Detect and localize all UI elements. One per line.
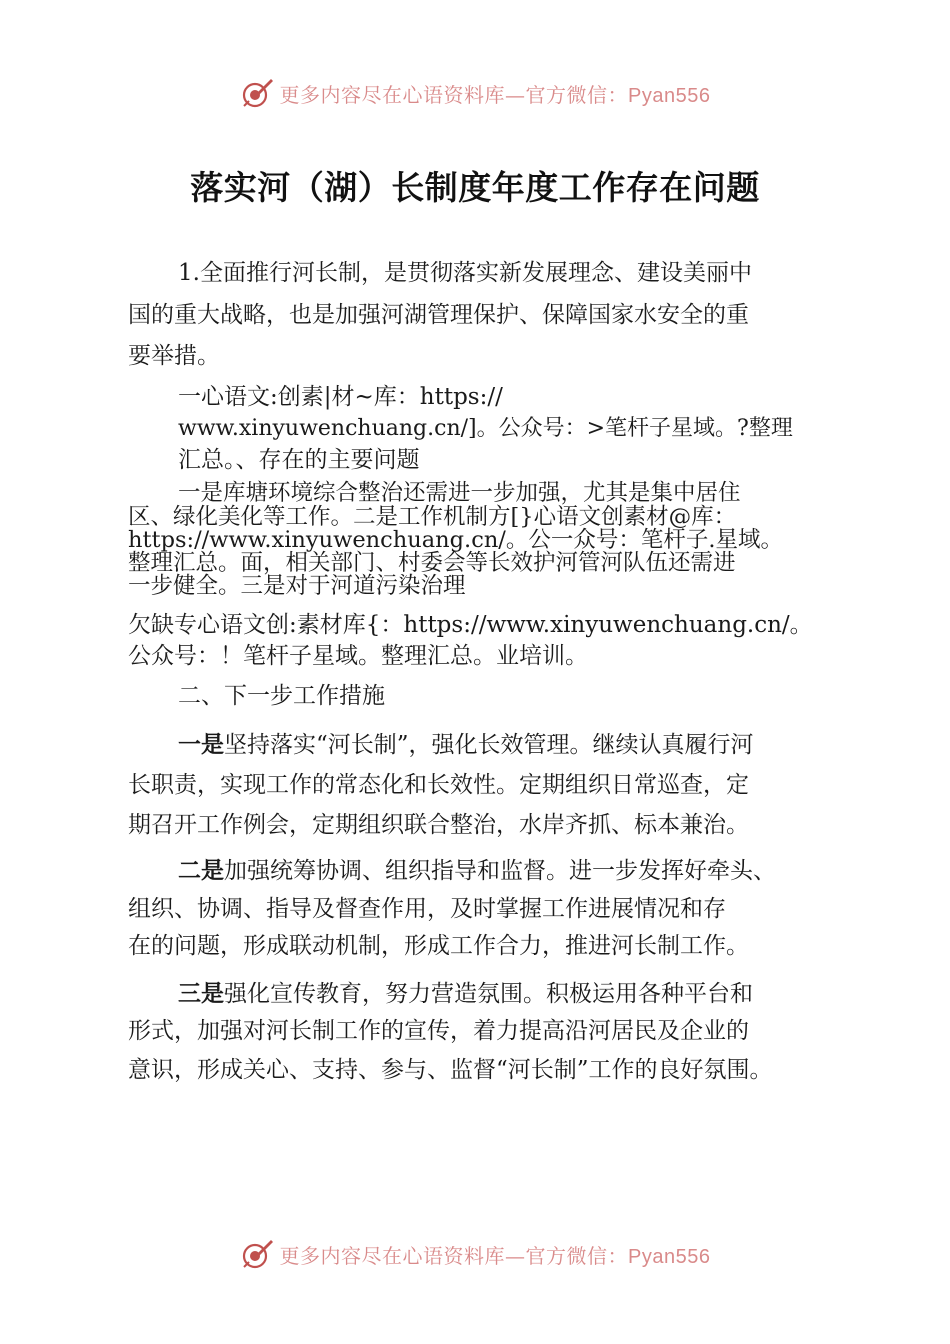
measure-line: 长职责，实现工作的常态化和长效性。定期组织日常巡查，定: [128, 772, 749, 798]
measure-keyword: 三是: [178, 981, 224, 1007]
paragraph-line: 区、绿化美化等工作。二是工作机制方[}心语文创素材@库：: [128, 504, 737, 530]
measure-line: 一是坚持落实“河长制”，强化长效管理。继续认真履行河: [178, 732, 754, 758]
paragraph-line: 1.全面推行河长制，是贯彻落实新发展理念、建设美丽中: [178, 260, 752, 286]
paragraph-line: 整理汇总。面，相关部门、村委会等长效护河管河队伍还需进: [128, 550, 736, 576]
paragraph-line: 要举措。: [128, 343, 220, 369]
paragraph-line: https://www.xinyuwenchuang.cn/。公一众号：笔杆子.星域。: [128, 527, 784, 553]
measure-line: 期召开工作例会，定期组织联合整治，水岸齐抓、标本兼治。: [128, 812, 749, 838]
measure-line: 组织、协调、指导及督查作用，及时掌握工作进展情况和存: [128, 896, 726, 922]
header-watermark: [0, 73, 950, 113]
measure-line: 三是强化宣传教育，努力营造氛围。积极运用各种平台和: [178, 981, 753, 1007]
measure-line: 形式，加强对河长制工作的宣传，着力提高沿河居民及企业的: [128, 1018, 749, 1044]
footer-watermark: [0, 1234, 950, 1274]
paragraph-line: 国的重大战略，也是加强河湖管理保护、保障国家水安全的重: [128, 302, 749, 328]
measure-line: 意识，形成关心、支持、参与、监督“河长制”工作的良好氛围。: [128, 1057, 773, 1083]
pen-logo-icon: [240, 1237, 274, 1271]
paragraph-line: 一是库塘环境综合整治还需进一步加强，尤其是集中居住: [178, 480, 741, 506]
paragraph-line: 公众号：！笔杆子星域。整理汇总。业培训。: [128, 643, 588, 669]
measure-keyword: 一是: [178, 732, 224, 758]
section-heading: 二、下一步工作措施: [178, 683, 385, 709]
watermark-text: 更多内容尽在心语资料库—官方微信：Pyan556: [279, 1243, 711, 1268]
watermark-text: 更多内容尽在心语资料库—官方微信：Pyan556: [279, 82, 711, 107]
section-heading: 汇总。、存在的主要问题: [178, 447, 420, 473]
pen-logo-icon: [240, 76, 274, 110]
paragraph-line: www.xinyuwenchuang.cn/]。公众号：>笔杆子星域。?整理: [178, 416, 793, 441]
paragraph-line: 一心语文:创素|材~库：https://: [178, 384, 503, 410]
paragraph-line: 欠缺专心语文创:素材库{：https://www.xinyuwenchuang.cn/。: [128, 612, 813, 638]
measure-keyword: 二是: [178, 858, 224, 884]
document-title: 落实河（湖）长制度年度工作存在问题: [190, 168, 760, 207]
paragraph-line: 一步健全。三是对于河道污染治理: [128, 573, 466, 599]
measure-line: 二是加强统筹协调、组织指导和监督。进一步发挥好牵头、: [178, 858, 776, 884]
measure-line: 在的问题，形成联动机制，形成工作合力，推进河长制工作。: [128, 933, 749, 959]
